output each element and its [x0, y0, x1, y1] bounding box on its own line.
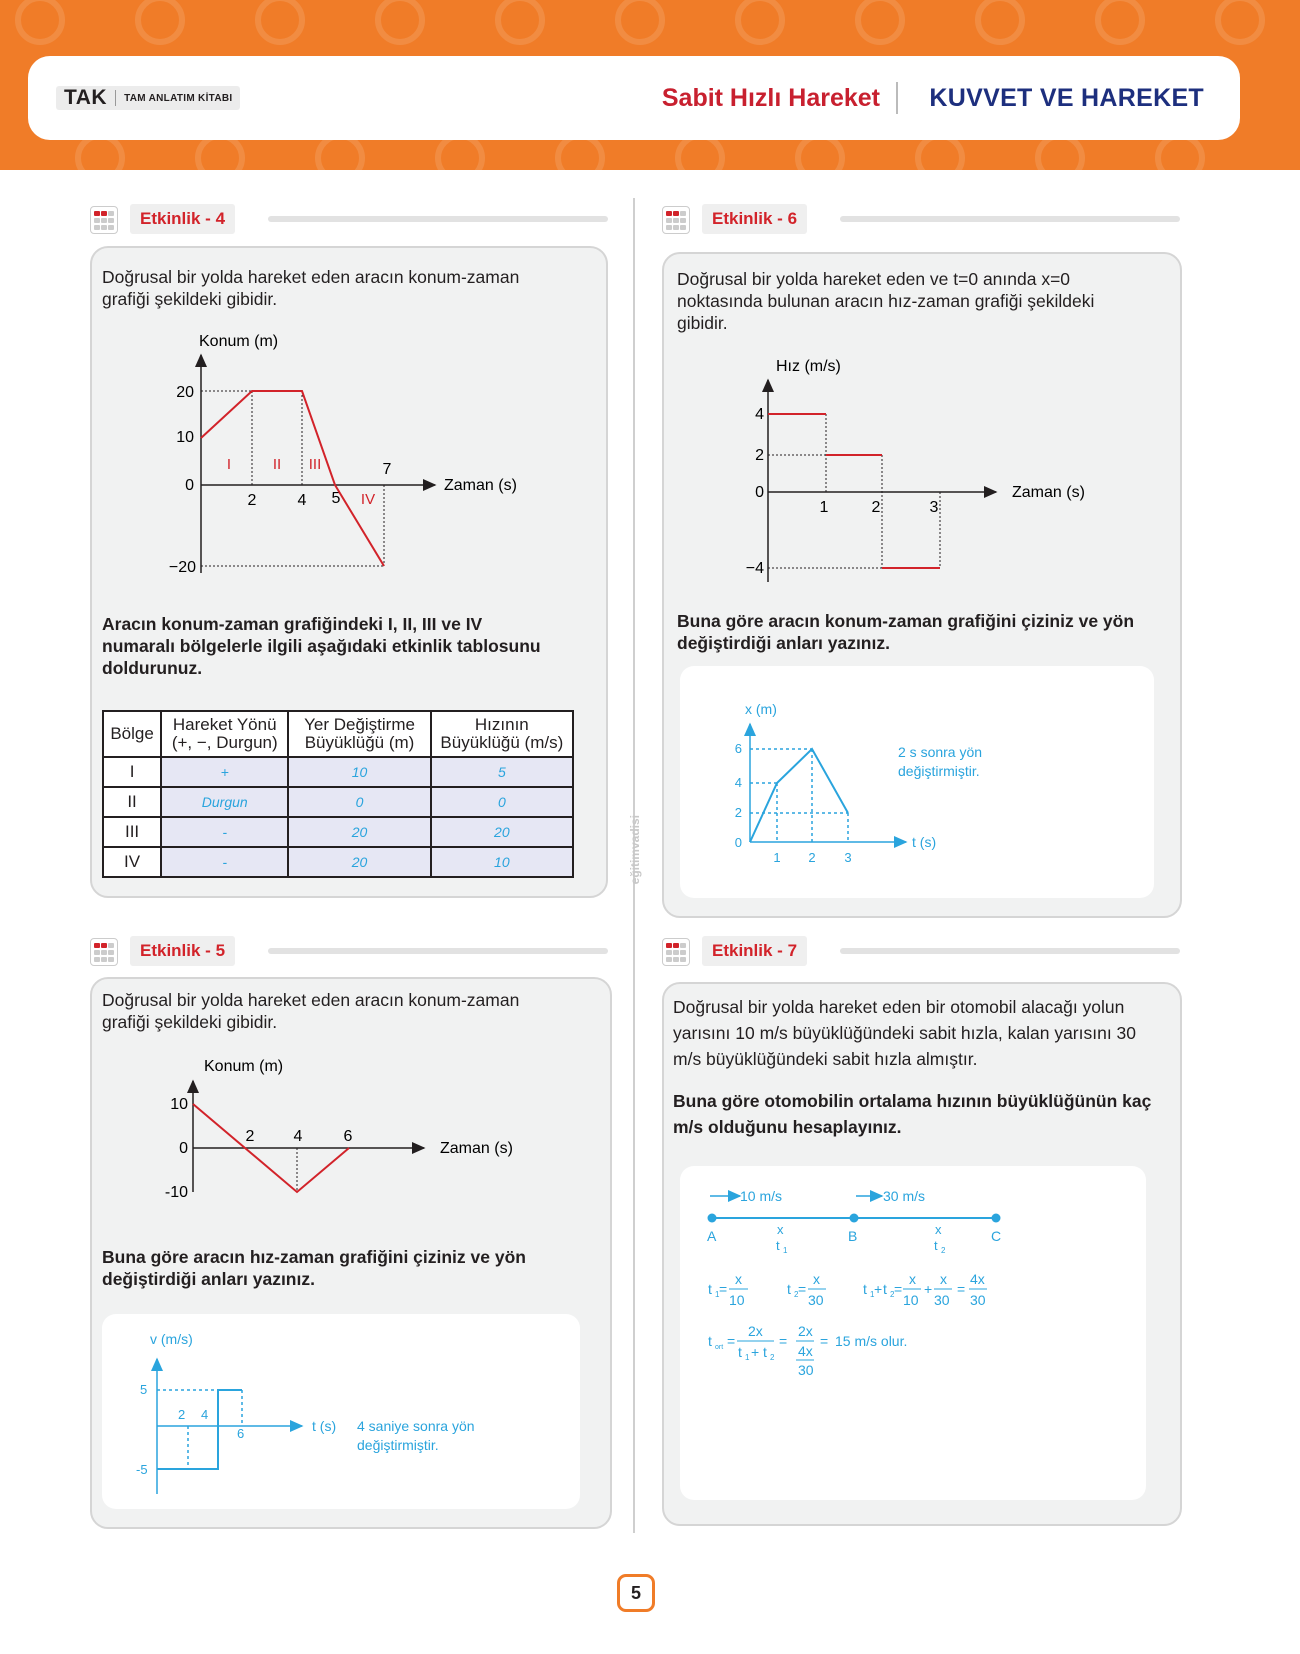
grid-icon — [662, 938, 690, 966]
activity-7-label: Etkinlik - 7 — [702, 936, 807, 966]
activity-5-graph — [152, 1057, 572, 1217]
brand-name: TAK — [64, 86, 108, 109]
table-header: Yer Değiştirme Büyüklüğü (m) — [288, 711, 430, 757]
table-header: Hareket Yönü (+, −, Durgun) — [161, 711, 288, 757]
y-axis-label: v (m/s) — [150, 1331, 193, 1347]
numerator: 2x — [798, 1323, 813, 1339]
subscript: 2 — [770, 1353, 775, 1362]
denominator: 10 — [729, 1292, 745, 1308]
activity-5-answer-graph — [102, 1314, 580, 1509]
formula-t1: t — [708, 1281, 712, 1297]
activity-4-card — [90, 246, 608, 898]
table-cell: + — [161, 757, 288, 787]
activity-7-answer-work — [680, 1166, 1146, 1500]
x-tick: 3 — [844, 850, 852, 865]
table-cell: - — [161, 847, 288, 877]
answer-note: değiştirmiştir. — [898, 763, 980, 779]
numerator: x — [813, 1271, 820, 1287]
position-line — [201, 391, 384, 566]
answer-note: değiştirmiştir. — [357, 1437, 439, 1453]
y-tick: -5 — [136, 1462, 148, 1477]
x-tick: 4 — [297, 492, 307, 509]
activity-7-header — [662, 936, 1182, 968]
region-label: I — [226, 456, 232, 473]
table-row — [103, 787, 573, 817]
activity-6-question: Buna göre aracın konum-zaman grafiğini çiziniz ve yön değiştirdiği anları yazınız. — [677, 611, 1135, 653]
table-header: Bölge — [103, 711, 161, 757]
speed-label: 10 m/s — [740, 1188, 783, 1204]
table-cell: 20 — [431, 817, 573, 847]
table-cell: 20 — [288, 817, 430, 847]
table-cell: Durgun — [161, 787, 288, 817]
y-tick: 5 — [140, 1382, 148, 1397]
x-tick: 1 — [773, 850, 781, 865]
x-tick: 6 — [237, 1426, 245, 1441]
activity-6-intro: Doğrusal bir yolda hareket eden ve t=0 anında x=0 noktasında bulunan aracın hız-zaman grafiği şekildeki gibidir. — [677, 269, 1095, 333]
subscript: 1 — [715, 1290, 720, 1299]
table-row — [103, 817, 573, 847]
y-tick: 4 — [734, 775, 742, 790]
table-cell: 0 — [288, 787, 430, 817]
activity-5-intro: Doğrusal bir yolda hareket eden aracın konum-zaman grafiği şekildeki gibidir. — [102, 990, 520, 1032]
formula-sum: t — [883, 1281, 887, 1297]
x-tick: 2 — [247, 492, 257, 509]
denominator: t — [763, 1344, 767, 1360]
numerator: x — [909, 1271, 916, 1287]
grid-icon — [90, 938, 118, 966]
answer-note: 2 s sonra yön — [898, 744, 983, 760]
segment-label: x — [777, 1222, 784, 1237]
y-tick: 0 — [179, 1140, 188, 1157]
activity-4-question: Aracın konum-zaman grafiğindeki I, II, III ve IV numaralı bölgelerle ilgili aşağıdaki etkinlik tablosunu doldurunuz. — [102, 614, 541, 678]
table-cell: I — [103, 757, 161, 787]
region-label: II — [272, 456, 282, 473]
formula-t2: t — [787, 1281, 791, 1297]
equals-sign: = — [820, 1333, 829, 1349]
plus-sign: + — [924, 1281, 933, 1297]
velocity-line — [157, 1390, 245, 1469]
brand-badge — [56, 86, 240, 110]
activity-4-intro: Doğrusal bir yolda hareket eden aracın konum-zaman grafiği şekildeki gibidir. — [102, 267, 520, 309]
subscript: ort — [715, 1344, 724, 1351]
equals-sign: = — [798, 1281, 807, 1297]
y-tick: 4 — [755, 406, 764, 423]
x-tick: 7 — [382, 461, 392, 478]
subscript: 1 — [870, 1290, 875, 1299]
activity-5-header — [90, 936, 610, 968]
x-axis-label: t (s) — [912, 834, 937, 850]
activity-5-question: Buna göre aracın hız-zaman grafiğini çiziniz ve yön değiştirdiği anları yazınız. — [102, 1247, 526, 1289]
numerator: 2x — [748, 1323, 763, 1339]
table-cell: - — [161, 817, 288, 847]
x-axis-label: t (s) — [312, 1418, 337, 1434]
y-tick: 0 — [755, 484, 764, 501]
denominator: 30 — [934, 1292, 950, 1308]
x-tick: 2 — [871, 499, 881, 516]
denominator: t — [738, 1344, 742, 1360]
x-tick: 4 — [201, 1407, 209, 1422]
equals-sign: = — [719, 1281, 728, 1297]
activity-7-answer — [680, 1166, 1146, 1500]
x-tick: 4 — [293, 1128, 303, 1145]
x-axis-label: Zaman (s) — [444, 477, 517, 494]
activity-4-label: Etkinlik - 4 — [130, 204, 235, 234]
time-label: t — [934, 1238, 938, 1253]
result: 15 m/s olur. — [835, 1333, 908, 1349]
activity-6-header — [662, 204, 1182, 236]
equals-sign: = — [727, 1333, 736, 1349]
table-cell: 10 — [431, 847, 573, 877]
brand-subtitle: TAM ANLATIM KİTABI — [124, 92, 233, 104]
denominator: 4x — [798, 1343, 813, 1359]
equals-sign: = — [957, 1281, 966, 1297]
y-tick: −20 — [168, 559, 196, 576]
denominator: 10 — [903, 1292, 919, 1308]
activity-6-label: Etkinlik - 6 — [702, 204, 807, 234]
y-tick: 2 — [734, 805, 742, 820]
denominator: 30 — [798, 1362, 814, 1378]
point-label: C — [991, 1228, 1002, 1244]
activity-4-header — [90, 204, 610, 236]
numerator: 4x — [970, 1271, 985, 1287]
region-label: III — [308, 456, 322, 473]
answer-note: 4 saniye sonra yön — [357, 1418, 475, 1434]
header-bar — [28, 56, 1240, 140]
y-tick: 10 — [170, 1096, 188, 1113]
grid-icon — [662, 206, 690, 234]
table-row — [103, 757, 573, 787]
region-label: IV — [360, 491, 376, 508]
table-cell: 5 — [431, 757, 573, 787]
y-axis-label: Konum (m) — [204, 1058, 284, 1075]
y-tick: 20 — [176, 384, 194, 401]
activity-6-answer — [680, 666, 1154, 898]
activity-6-graph — [712, 356, 1132, 596]
plus-sign: + — [751, 1344, 760, 1360]
table-cell: 20 — [288, 847, 430, 877]
y-axis-label: Hız (m/s) — [776, 358, 841, 375]
table-cell: 10 — [288, 757, 430, 787]
x-tick: 3 — [929, 499, 939, 516]
activity-5-label: Etkinlik - 5 — [130, 936, 235, 966]
y-axis-label: Konum (m) — [199, 333, 279, 350]
subscript: 2 — [890, 1290, 895, 1299]
subscript: 1 — [783, 1246, 788, 1255]
activity-4-graph — [152, 333, 552, 593]
table-cell: IV — [103, 847, 161, 877]
activity-7-question: Buna göre otomobilin ortalama hızının büyüklüğünün kaç m/s olduğunu hesaplayınız. — [673, 1091, 1152, 1137]
equals-sign: = — [779, 1333, 788, 1349]
activity-5-answer — [102, 1314, 580, 1509]
y-axis-label: x (m) — [745, 701, 777, 717]
watermark: eğitimvadisi — [628, 815, 642, 885]
x-axis-label: Zaman (s) — [440, 1140, 513, 1157]
y-tick: 2 — [755, 447, 764, 464]
subscript: 2 — [794, 1290, 799, 1299]
formula-sum: t — [863, 1281, 867, 1297]
x-tick: 2 — [808, 850, 816, 865]
position-line — [750, 749, 848, 842]
page-number: 5 — [617, 1574, 655, 1612]
x-tick: 2 — [245, 1128, 255, 1145]
table-cell: II — [103, 787, 161, 817]
y-tick: -10 — [164, 1184, 188, 1201]
x-tick: 5 — [331, 490, 341, 507]
subscript: 2 — [941, 1246, 946, 1255]
activity-5-card — [90, 977, 612, 1529]
time-label: t — [776, 1238, 780, 1253]
y-tick: 10 — [176, 429, 194, 446]
y-tick: 0 — [734, 835, 742, 850]
chapter-title: KUVVET VE HAREKET — [929, 84, 1204, 112]
activity-6-card — [662, 252, 1182, 918]
segment-label: x — [935, 1222, 942, 1237]
x-tick: 2 — [178, 1407, 186, 1422]
denominator: 30 — [808, 1292, 824, 1308]
speed-label: 30 m/s — [883, 1188, 926, 1204]
formula-average: t — [708, 1333, 712, 1349]
table-row — [103, 847, 573, 877]
activity-4-table — [102, 710, 574, 878]
y-tick: −4 — [745, 560, 764, 577]
point-label: B — [848, 1228, 858, 1244]
subscript: 1 — [745, 1353, 750, 1362]
activity-7-card — [662, 982, 1182, 1526]
table-cell: 0 — [431, 787, 573, 817]
denominator: 30 — [970, 1292, 986, 1308]
point-label: A — [707, 1228, 717, 1244]
numerator: x — [735, 1271, 742, 1287]
grid-icon — [90, 206, 118, 234]
x-tick: 1 — [819, 499, 829, 516]
y-tick: 0 — [185, 477, 194, 494]
y-tick: 6 — [734, 741, 742, 756]
numerator: x — [940, 1271, 947, 1287]
table-cell: III — [103, 817, 161, 847]
chapter-subtitle: Sabit Hızlı Hareket — [661, 84, 880, 112]
table-header: Hızının Büyüklüğü (m/s) — [431, 711, 573, 757]
activity-7-intro: Doğrusal bir yolda hareket eden bir otomobil alacağı yolun yarısını 10 m/s büyüklüğündeki sabit hızla, kalan yarısını 30 m/s büyüklüğündeki sabit hızla almıştır. — [673, 997, 1137, 1069]
x-tick: 6 — [343, 1128, 353, 1145]
activity-6-answer-graph — [680, 666, 1154, 898]
plus-sign: + — [874, 1281, 883, 1297]
equals-sign: = — [894, 1281, 903, 1297]
x-axis-label: Zaman (s) — [1012, 484, 1085, 501]
